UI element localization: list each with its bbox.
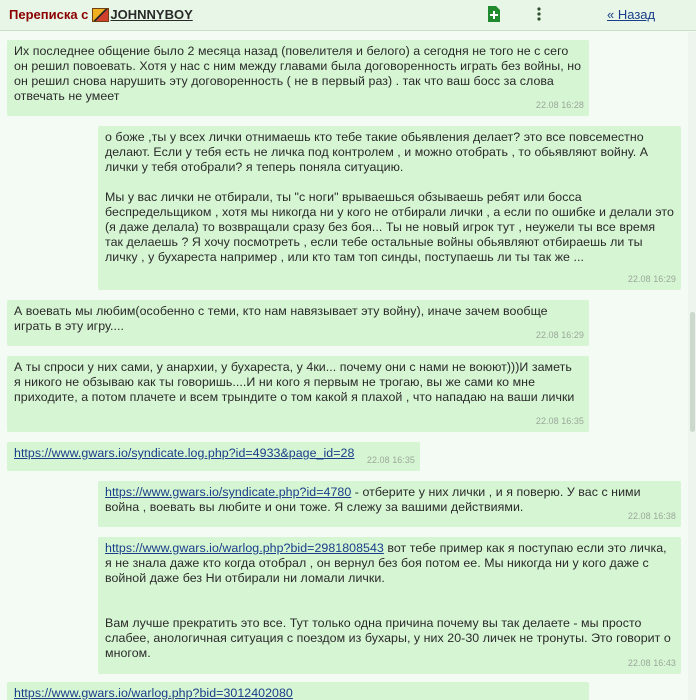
message-time: 22.08 16:29 (535, 330, 584, 340)
message-outgoing (98, 126, 681, 290)
back-link[interactable]: « Назад (607, 7, 656, 22)
add-document-button[interactable] (484, 4, 504, 24)
message-text: А воевать мы любим(особенно с теми, кто нам навязывает эту войну), иначе зачем вообще играть в эту игру.... (14, 304, 552, 333)
message-text: - отберите у них лички , и я поверю. У вас с ними война , воевать вы любите и они тоже. Я слежу за вашими действиями. (105, 485, 645, 514)
message-incoming (7, 300, 589, 346)
message-time: 22.08 16:29 (627, 274, 676, 284)
message-incoming (7, 356, 589, 432)
conversation-title (9, 7, 193, 22)
message-outgoing (98, 481, 681, 527)
message-text: А ты спроси у них сами, у анархии, у бухареста, у 4ки... почему они с нами не воюют)))И заметь я никого не обзываю как ты говоришь....И ни кого я первым не трогаю, вы же сами ко мне приходите, а потом плачете и всем трындите о том какой я плахой , что нападаю на ваши лички (14, 360, 576, 404)
message-time: 22.08 16:35 (366, 455, 415, 465)
more-vertical-icon (537, 7, 541, 21)
message-list[interactable] (0, 32, 696, 700)
conversation-header (0, 0, 696, 31)
message-link[interactable]: https://www.gwars.io/warlog.php?bid=2981808543 (105, 541, 384, 555)
username-link[interactable]: JOHNNYBOY (110, 7, 193, 22)
add-document-icon (487, 6, 501, 22)
message-link[interactable]: https://www.gwars.io/warlog.php?bid=3012402080 (14, 686, 293, 700)
message-text: Их последнее общение было 2 месяца назад (повелителя и белого) а сегодня не того не с сего он решил повоевать. Хотя у нас с ним между главами была договоренность играть без войны, но он решил снова нарушить эту договоренность ( не в первый раз) . так что ваш босс за слова отвечать не умеет (14, 44, 585, 103)
more-options-button[interactable] (529, 4, 549, 24)
scrollbar-thumb[interactable] (690, 312, 695, 432)
title-prefix: Переписка с (9, 7, 89, 22)
message-time: 22.08 16:43 (627, 658, 676, 668)
message-time: 22.08 16:38 (627, 511, 676, 521)
message-link[interactable]: https://www.gwars.io/syndicate.php?id=4780 (105, 485, 352, 499)
message-incoming (7, 682, 589, 700)
message-text: вот тебе пример как я поступаю если это личка, я не знала даже кто когда отобрал , он вернул без боя потом ее. Мы никогда ни у кого даже с войной даже без Ни отбирали ни ломали лички. Вам лучше прекратить это все. Тут только одна причина почему вы так делаете - мы просто слабее, анологичная ситуация с поездом из бухары, у них 20-30 личек не тронуты. Это говорит о многом. (105, 541, 671, 660)
message-time: 22.08 16:28 (535, 100, 584, 110)
message-time: 22.08 16:35 (535, 416, 584, 426)
message-text: о боже ,ты у всех лички отнимаешь кто тебе такие обьявления делает? это все повсеместно делают. Если у тебя есть не личка под контролем , и можно отобрать , то обьявляют войну. А лички у тебя отобрали? я теперь поняла ситуацию. Мы у вас лички не отбирали, ты "с ноги" врываешься обзываешь ребят или босса беспредельщиком , хотя мы никогда ни у кого не отбирали лички , а если по ошибке и делали это (я даже делала) то возвращали сразу без боя... Ты не новый игрок тут , неужели ты все время так делаешь ? Я хочу посмотреть , если тебе остальные войны обьявляют отбираешь ли ты личку , у бухареста например , или кто там топ синды, поступаешь ли ты так же ... (105, 130, 674, 264)
scrollbar[interactable] (688, 32, 696, 700)
message-incoming (7, 442, 420, 471)
message-outgoing (98, 537, 681, 674)
clan-emblem-icon (92, 8, 109, 22)
message-incoming (7, 40, 589, 116)
message-link[interactable]: https://www.gwars.io/syndicate.log.php?id=4933&page_id=28 (14, 446, 355, 460)
